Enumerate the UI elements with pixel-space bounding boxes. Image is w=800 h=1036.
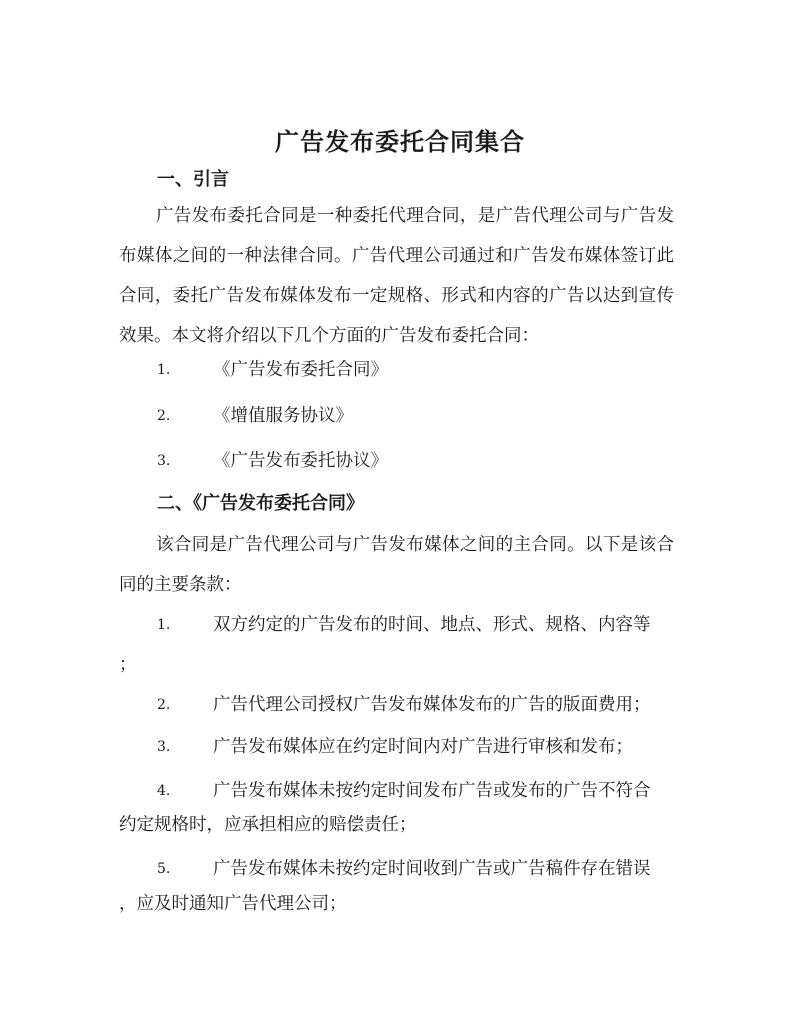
list-text: 《广告发布委托协议》 xyxy=(213,451,388,471)
list-text: 双方约定的广告发布的时间、地点、形式、规格、内容等 xyxy=(213,615,651,635)
intro-paragraph: 广告发布委托合同是一种委托代理合同，是广告代理公司与广告发布媒体之间的一种法律合同。广告代理公司通过和广告发布媒体签订此合同，委托广告发布媒体发布一定规格、形式和内容的广告以达到宣传效果。本文将介绍以下几个方面的广告发布委托合同： xyxy=(119,206,674,346)
list-text-continuation: ； xyxy=(119,655,137,675)
list-number: 2. xyxy=(157,408,171,424)
list-number: 1. xyxy=(157,362,171,378)
list-text: 《增值服务协议》 xyxy=(213,406,353,426)
section-heading-contract: 二、《广告发布委托合同》 xyxy=(157,493,364,514)
list-number: 1. xyxy=(157,617,171,633)
list-text-continuation: ，应及时通知广告代理公司； xyxy=(119,894,347,914)
list-number: 3. xyxy=(157,739,171,755)
list-text: 广告发布媒体应在约定时间内对广告进行审核和发布； xyxy=(213,737,633,757)
list-text-continuation: 约定规格时，应承担相应的赔偿责任； xyxy=(119,815,417,835)
list-number: 5. xyxy=(157,861,171,877)
document-title: 广告发布委托合同集合 xyxy=(275,127,525,156)
list-text: 广告发布媒体未按约定时间收到广告或广告稿件存在错误 xyxy=(213,859,651,879)
list-number: 3. xyxy=(157,453,171,469)
list-text: 广告发布媒体未按约定时间发布广告或发布的广告不符合 xyxy=(213,781,651,801)
list-text: 广告代理公司授权广告发布媒体发布的广告的版面费用； xyxy=(213,695,651,715)
list-number: 4. xyxy=(157,783,171,799)
list-text: 《广告发布委托合同》 xyxy=(213,360,388,380)
contract-paragraph: 该合同是广告代理公司与广告发布媒体之间的主合同。以下是该合同的主要条款： xyxy=(119,535,674,595)
section-heading-introduction: 一、引言 xyxy=(157,169,229,190)
list-number: 2. xyxy=(157,697,171,713)
